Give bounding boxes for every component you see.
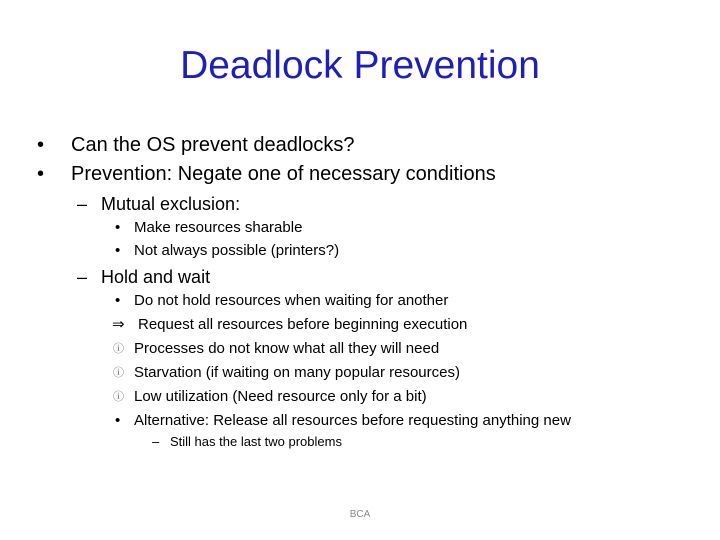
bullet-text: Can the OS prevent deadlocks? xyxy=(71,134,355,156)
list-item-text: Make resources sharable xyxy=(134,219,303,236)
bullet-marker: • xyxy=(115,219,121,236)
dash-marker: – xyxy=(77,267,88,287)
warning-glyph-icon: ⓘ xyxy=(113,367,124,379)
list-item-text: Do not hold resources when waiting for another xyxy=(134,292,449,309)
bullet-marker: • xyxy=(37,163,45,185)
list-item-text: Request all resources before beginning execution xyxy=(138,316,468,333)
list-item-text: Starvation (if waiting on many popular resources) xyxy=(134,364,460,381)
dash-marker: – xyxy=(77,194,88,214)
slide-title: Deadlock Prevention xyxy=(180,44,540,87)
slide-footer: BCA xyxy=(349,509,371,520)
bullet-marker: • xyxy=(115,242,121,259)
list-item-text: Not always possible (printers?) xyxy=(134,242,340,259)
subheading-text: Mutual exclusion: xyxy=(101,194,241,214)
implies-arrow-icon: ⇒ xyxy=(112,316,125,333)
list-subitem-text: Still has the last two problems xyxy=(170,434,342,449)
subheading-text: Hold and wait xyxy=(101,267,211,287)
bullet-marker: • xyxy=(37,134,45,156)
bullet-text: Prevention: Negate one of necessary conditions xyxy=(71,163,496,185)
bullet-marker: • xyxy=(115,292,121,309)
bullet-marker: • xyxy=(115,412,121,429)
warning-glyph-icon: ⓘ xyxy=(113,391,124,403)
list-item-text: Processes do not know what all they will need xyxy=(134,340,440,357)
list-item-text: Alternative: Release all resources before requesting anything new xyxy=(134,412,571,429)
list-item-text: Low utilization (Need resource only for a bit) xyxy=(134,388,427,405)
dash-marker: – xyxy=(152,434,160,449)
warning-glyph-icon: ⓘ xyxy=(113,343,124,355)
